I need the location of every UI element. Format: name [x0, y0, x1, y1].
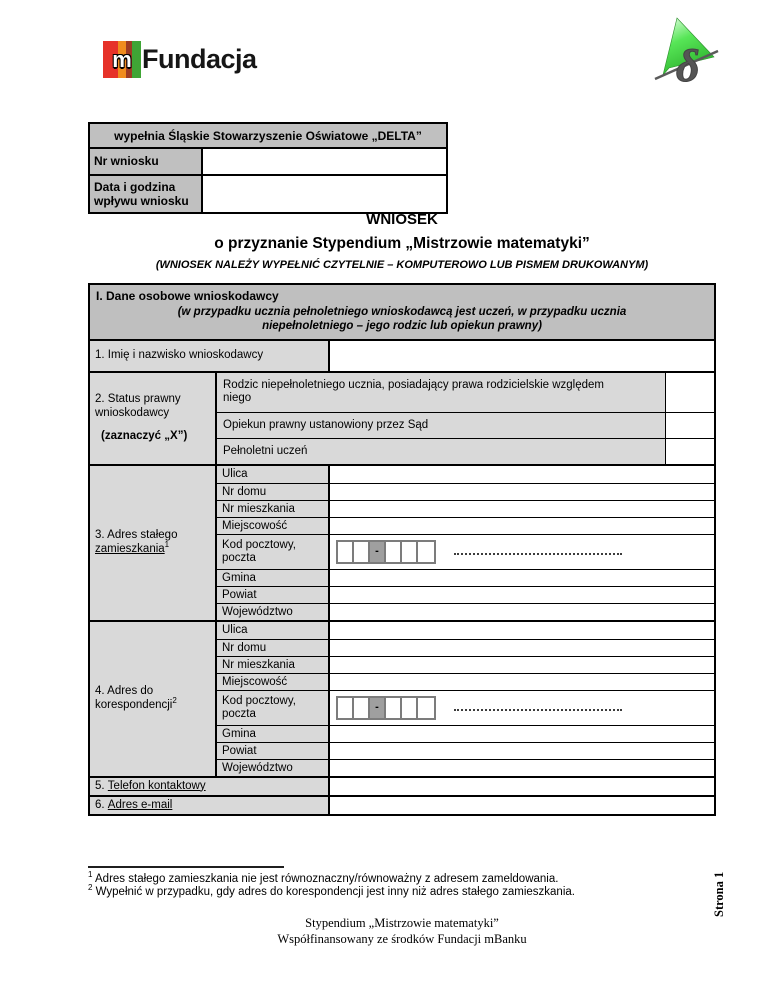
correspondence-address-label-line2: korespondencji$^2$ — [95, 696, 177, 711]
address-row-house-no — [217, 483, 714, 500]
city-label: Miejscowość — [217, 674, 330, 690]
mfundacja-logo — [103, 41, 257, 78]
commune-label: Gmina — [217, 726, 330, 742]
postal-dash-box: - — [370, 698, 386, 718]
street-field[interactable] — [330, 466, 714, 483]
city-field[interactable] — [330, 674, 714, 690]
legal-status-options — [217, 373, 714, 464]
dotted-fill-line[interactable] — [454, 553, 622, 555]
admin-row-data-godzina — [90, 176, 446, 212]
voivodeship-label: Województwo — [217, 604, 330, 620]
postal-code-widget — [336, 696, 622, 720]
address-row-apt-no — [217, 500, 714, 517]
option-parent-label: Rodzic niepełnoletniego ucznia, posiadający prawa rodzicielskie względem niego — [217, 373, 665, 412]
apt-no-field[interactable] — [330, 657, 714, 673]
address-row-county — [217, 586, 714, 603]
address-row-county — [217, 742, 714, 759]
application-number-label: Nr wniosku — [90, 149, 203, 174]
email-label: 6. Adres e-mail — [90, 797, 330, 814]
receipt-datetime-field[interactable] — [203, 176, 446, 212]
commune-field[interactable] — [330, 726, 714, 742]
apt-no-label: Nr mieszkania — [217, 501, 330, 517]
title-instruction: (WNIOSEK NALEŻY WYPEŁNIĆ CZYTELNIE – KOMPUTEROWO LUB PISMEM DRUKOWANYM) — [155, 259, 649, 271]
county-label: Powiat — [217, 743, 330, 759]
option-row-guardian — [217, 412, 714, 438]
phone-field[interactable] — [330, 778, 714, 795]
field-email-row — [90, 795, 714, 814]
address-row-commune — [217, 569, 714, 586]
address-row-street — [217, 466, 714, 483]
section1-note: (w przypadku ucznia pełnoletniego wnioskodawcą jest uczeń, w przypadku ucznia niepełnoletniego – jego rodzic lub opiekun prawny) — [177, 306, 627, 333]
email-field[interactable] — [330, 797, 714, 814]
field-phone-row — [90, 776, 714, 795]
dotted-fill-line[interactable] — [454, 709, 622, 711]
phone-label: 5. Telefon kontaktowy — [90, 778, 330, 795]
apt-no-label: Nr mieszkania — [217, 657, 330, 673]
logo-m-letter: m — [112, 46, 132, 72]
postal-label: Kod pocztowy, poczta — [217, 691, 330, 725]
address-row-city — [217, 673, 714, 690]
option-row-parent — [217, 373, 714, 412]
title-wniosek: WNIOSEK — [366, 211, 438, 228]
postal-field — [330, 691, 714, 725]
street-label: Ulica — [217, 622, 330, 639]
delta-logo-icon — [648, 13, 732, 89]
field-permanent-address-row — [90, 464, 714, 620]
city-field[interactable] — [330, 518, 714, 534]
postal-digit-box[interactable] — [402, 698, 418, 718]
postal-code-boxes — [336, 696, 436, 720]
permanent-address-rows — [217, 466, 714, 620]
option-row-adult-student — [217, 438, 714, 464]
field-legal-status-row — [90, 371, 714, 464]
postal-label: Kod pocztowy, poczta — [217, 535, 330, 569]
mark-x-hint: (zaznaczyć „X”) — [101, 429, 188, 442]
city-label: Miejscowość — [217, 518, 330, 534]
title-subtitle: o przyznanie Stypendium „Mistrzowie matematyki” — [214, 235, 590, 252]
postal-digit-box[interactable] — [386, 698, 402, 718]
house-no-label: Nr domu — [217, 484, 330, 500]
option-adult-student-label: Pełnoletni uczeń — [217, 439, 665, 464]
application-number-field[interactable] — [203, 149, 446, 174]
postal-code-boxes — [336, 540, 436, 564]
page-number: Strona 1 — [712, 871, 726, 917]
address-row-postal — [217, 690, 714, 725]
logo-wordmark: Fundacja — [142, 44, 257, 74]
postal-digit-box[interactable] — [338, 698, 354, 718]
permanent-address-label-line1: 3. Adres stałego — [95, 529, 178, 542]
correspondence-address-label — [90, 622, 217, 776]
option-guardian-label: Opiekun prawny ustanowiony przez Sąd — [217, 413, 665, 438]
house-no-field[interactable] — [330, 640, 714, 656]
receipt-datetime-label: Data i godzina wpływu wniosku — [90, 176, 203, 212]
legal-status-label-text: 2. Status prawny wnioskodawcy — [95, 393, 181, 420]
section1-header — [90, 285, 714, 341]
street-label: Ulica — [217, 466, 330, 483]
svg-text:δ: δ — [676, 40, 700, 89]
document-title-block — [88, 211, 716, 271]
address-row-apt-no — [217, 656, 714, 673]
permanent-address-label-line2: zamieszkania$^1$ — [95, 540, 170, 555]
commune-label: Gmina — [217, 570, 330, 586]
address-row-commune — [217, 725, 714, 742]
county-field[interactable] — [330, 587, 714, 603]
mbank-logo-icon — [103, 41, 141, 78]
field-name-row — [90, 341, 714, 371]
apt-no-field[interactable] — [330, 501, 714, 517]
county-label: Powiat — [217, 587, 330, 603]
commune-field[interactable] — [330, 570, 714, 586]
admin-row-nr-wniosku — [90, 149, 446, 176]
footer-line2: Współfinansowany ze środków Fundacji mBanku — [277, 931, 527, 946]
address-row-postal — [217, 534, 714, 569]
address-row-voivodeship — [217, 759, 714, 776]
admin-table — [88, 122, 448, 214]
applicant-name-label: 1. Imię i nazwisko wnioskodawcy — [90, 341, 330, 371]
legal-status-label — [90, 373, 217, 464]
postal-code-widget — [336, 540, 622, 564]
address-row-street — [217, 622, 714, 639]
voivodeship-field[interactable] — [330, 760, 714, 776]
postal-digit-box[interactable] — [338, 542, 354, 562]
voivodeship-field[interactable] — [330, 604, 714, 620]
house-no-field[interactable] — [330, 484, 714, 500]
option-parent-checkbox[interactable] — [665, 373, 714, 412]
county-field[interactable] — [330, 743, 714, 759]
document-footer — [88, 916, 716, 947]
postal-digit-box[interactable] — [418, 698, 434, 718]
postal-digit-box[interactable] — [402, 542, 418, 562]
applicant-name-field[interactable] — [330, 341, 714, 371]
option-guardian-checkbox[interactable] — [665, 413, 714, 438]
correspondence-address-rows — [217, 622, 714, 776]
postal-digit-box[interactable] — [354, 698, 370, 718]
footnote-2: $^2$ Wypełnić w przypadku, gdy adres do korespondencji jest inny niż adres stałego zamieszkania. — [88, 883, 575, 898]
postal-digit-box[interactable] — [386, 542, 402, 562]
footer-line1: Stypendium „Mistrzowie matematyki” — [305, 916, 499, 930]
postal-field — [330, 535, 714, 569]
postal-digit-box[interactable] — [354, 542, 370, 562]
section1-heading: I. Dane osobowe wnioskodawcy — [96, 289, 279, 303]
admin-table-header: wypełnia Śląskie Stowarzyszenie Oświatowe „DELTA” — [90, 124, 446, 149]
address-row-house-no — [217, 639, 714, 656]
field-correspondence-address-row — [90, 620, 714, 776]
address-row-city — [217, 517, 714, 534]
street-field[interactable] — [330, 622, 714, 639]
section1-table — [88, 283, 716, 816]
house-no-label: Nr domu — [217, 640, 330, 656]
postal-digit-box[interactable] — [418, 542, 434, 562]
correspondence-address-label-line1: 4. Adres do — [95, 685, 154, 698]
voivodeship-label: Województwo — [217, 760, 330, 776]
footnotes-block — [88, 866, 688, 898]
footnote-divider — [88, 866, 284, 868]
footnote-1: $^1$ Adres stałego zamieszkania nie jest równoznaczny/równoważny z adresem zameldowania. — [88, 870, 559, 885]
option-adult-student-checkbox[interactable] — [665, 439, 714, 464]
permanent-address-label — [90, 466, 217, 620]
address-row-voivodeship — [217, 603, 714, 620]
postal-dash-box: - — [370, 542, 386, 562]
